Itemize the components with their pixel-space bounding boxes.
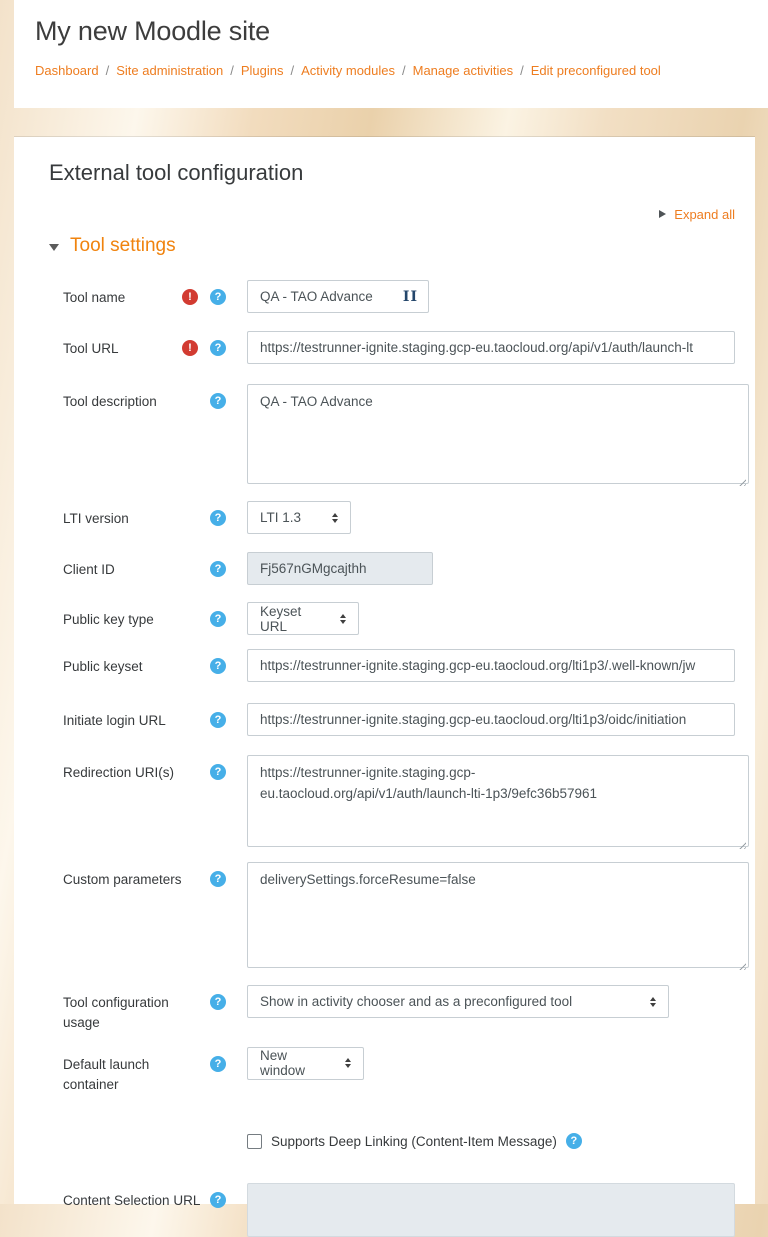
form-row-redirection-uris [63,755,735,852]
default-launch-container-label: Default launch container [63,1056,150,1092]
help-icon[interactable]: ? [210,1056,226,1072]
tool-name-input[interactable] [260,281,397,312]
deep-linking-label: Supports Deep Linking (Content-Item Message) [271,1133,557,1149]
initiate-login-url-label: Initiate login URL [63,713,166,728]
site-header-card [14,0,768,108]
page-title: External tool configuration [49,160,304,185]
tool-config-usage-selected: Show in activity chooser and as a preconfigured tool [260,994,573,1009]
breadcrumb-site-administration[interactable]: Site administration [116,63,224,78]
select-arrows-icon [650,997,656,1007]
section-tool-settings[interactable] [49,235,735,257]
required-icon: ! [182,340,198,356]
public-key-type-select[interactable] [247,602,359,635]
custom-parameters-label: Custom parameters [63,872,182,887]
default-launch-container-selected: New window [260,1048,306,1078]
custom-parameters-textarea[interactable] [247,862,749,968]
client-id-input [247,552,433,585]
public-keyset-input[interactable] [247,649,735,682]
tool-config-usage-select[interactable] [247,985,669,1018]
collapse-caret-icon [49,244,59,251]
main-card [14,137,755,1208]
help-icon[interactable]: ? [210,994,226,1010]
public-key-type-selected: Keyset URL [260,603,302,634]
help-icon[interactable]: ? [210,510,226,526]
help-icon[interactable]: ? [210,712,226,728]
content-selection-url-label: Content Selection URL [63,1193,201,1208]
help-icon[interactable]: ? [566,1133,582,1149]
tool-url-input[interactable] [247,331,735,364]
help-icon[interactable]: ? [210,764,226,780]
required-icon: ! [182,289,198,305]
redirection-uris-textarea[interactable] [247,755,749,847]
breadcrumb-manage-activities[interactable]: Manage activities [412,63,514,78]
breadcrumb-separator: / [520,63,524,78]
expand-all-arrow-icon [659,210,666,218]
tool-url-label: Tool URL [63,341,119,356]
breadcrumb-separator: / [105,63,110,78]
form-row-lti-version [63,501,735,534]
lti-version-select[interactable] [247,501,351,534]
breadcrumb-separator: / [290,63,295,78]
select-arrows-icon [345,1058,351,1068]
help-icon[interactable]: ? [210,340,226,356]
site-title: My new Moodle site [35,16,270,46]
tool-name-label: Tool name [63,290,126,305]
form-row-tool-name [63,280,735,313]
breadcrumb-edit-preconfigured-tool[interactable]: Edit preconfigured tool [530,63,661,78]
tool-config-usage-label: Tool configuration usage [63,995,169,1031]
tool-description-textarea[interactable] [247,384,749,484]
lti-version-selected: LTI 1.3 [260,510,302,525]
form-row-content-selection-url [63,1183,735,1237]
expand-all-label: Expand all [674,206,735,222]
form-row-public-keyset [63,649,735,682]
help-icon[interactable]: ? [210,611,226,627]
help-icon[interactable]: ? [210,658,226,674]
content-selection-url-input [247,1183,735,1237]
form-row-public-key-type [63,602,735,635]
form-row-default-launch-container [63,1047,735,1096]
help-icon[interactable]: ? [210,1192,226,1208]
form-row-tool-config-usage [63,985,735,1034]
public-key-type-label: Public key type [63,612,154,627]
help-icon[interactable]: ? [210,871,226,887]
help-icon[interactable]: ? [210,289,226,305]
field-badge-icon: II [402,288,418,305]
breadcrumb-separator: / [230,63,234,78]
form-row-tool-url [63,331,735,364]
expand-all-row [35,206,735,222]
form-row-client-id [63,552,735,585]
lti-version-label: LTI version [63,511,129,526]
help-icon[interactable]: ? [210,393,226,409]
form-row-custom-parameters [63,862,735,973]
public-keyset-label: Public keyset [63,659,143,674]
breadcrumb [35,63,748,78]
expand-all-link[interactable] [659,207,735,222]
default-launch-container-select[interactable] [247,1047,364,1080]
redirection-uris-label: Redirection URI(s) [63,765,175,780]
client-id-label: Client ID [63,562,115,577]
select-arrows-icon [332,513,338,523]
help-icon[interactable]: ? [210,561,226,577]
breadcrumb-plugins[interactable]: Plugins [240,63,284,78]
select-arrows-icon [340,614,346,624]
initiate-login-url-input[interactable] [247,703,735,736]
breadcrumb-separator: / [402,63,406,78]
breadcrumb-activity-modules[interactable]: Activity modules [301,63,395,78]
tool-name-input-wrap [247,280,429,313]
deep-linking-checkbox[interactable] [247,1134,262,1149]
form-row-tool-description [63,384,735,489]
form-row-deep-linking [247,1133,735,1149]
section-title: Tool settings [70,235,176,256]
tool-description-label: Tool description [63,394,157,409]
form-row-initiate-login-url [63,703,735,736]
breadcrumb-dashboard[interactable]: Dashboard [35,63,99,78]
